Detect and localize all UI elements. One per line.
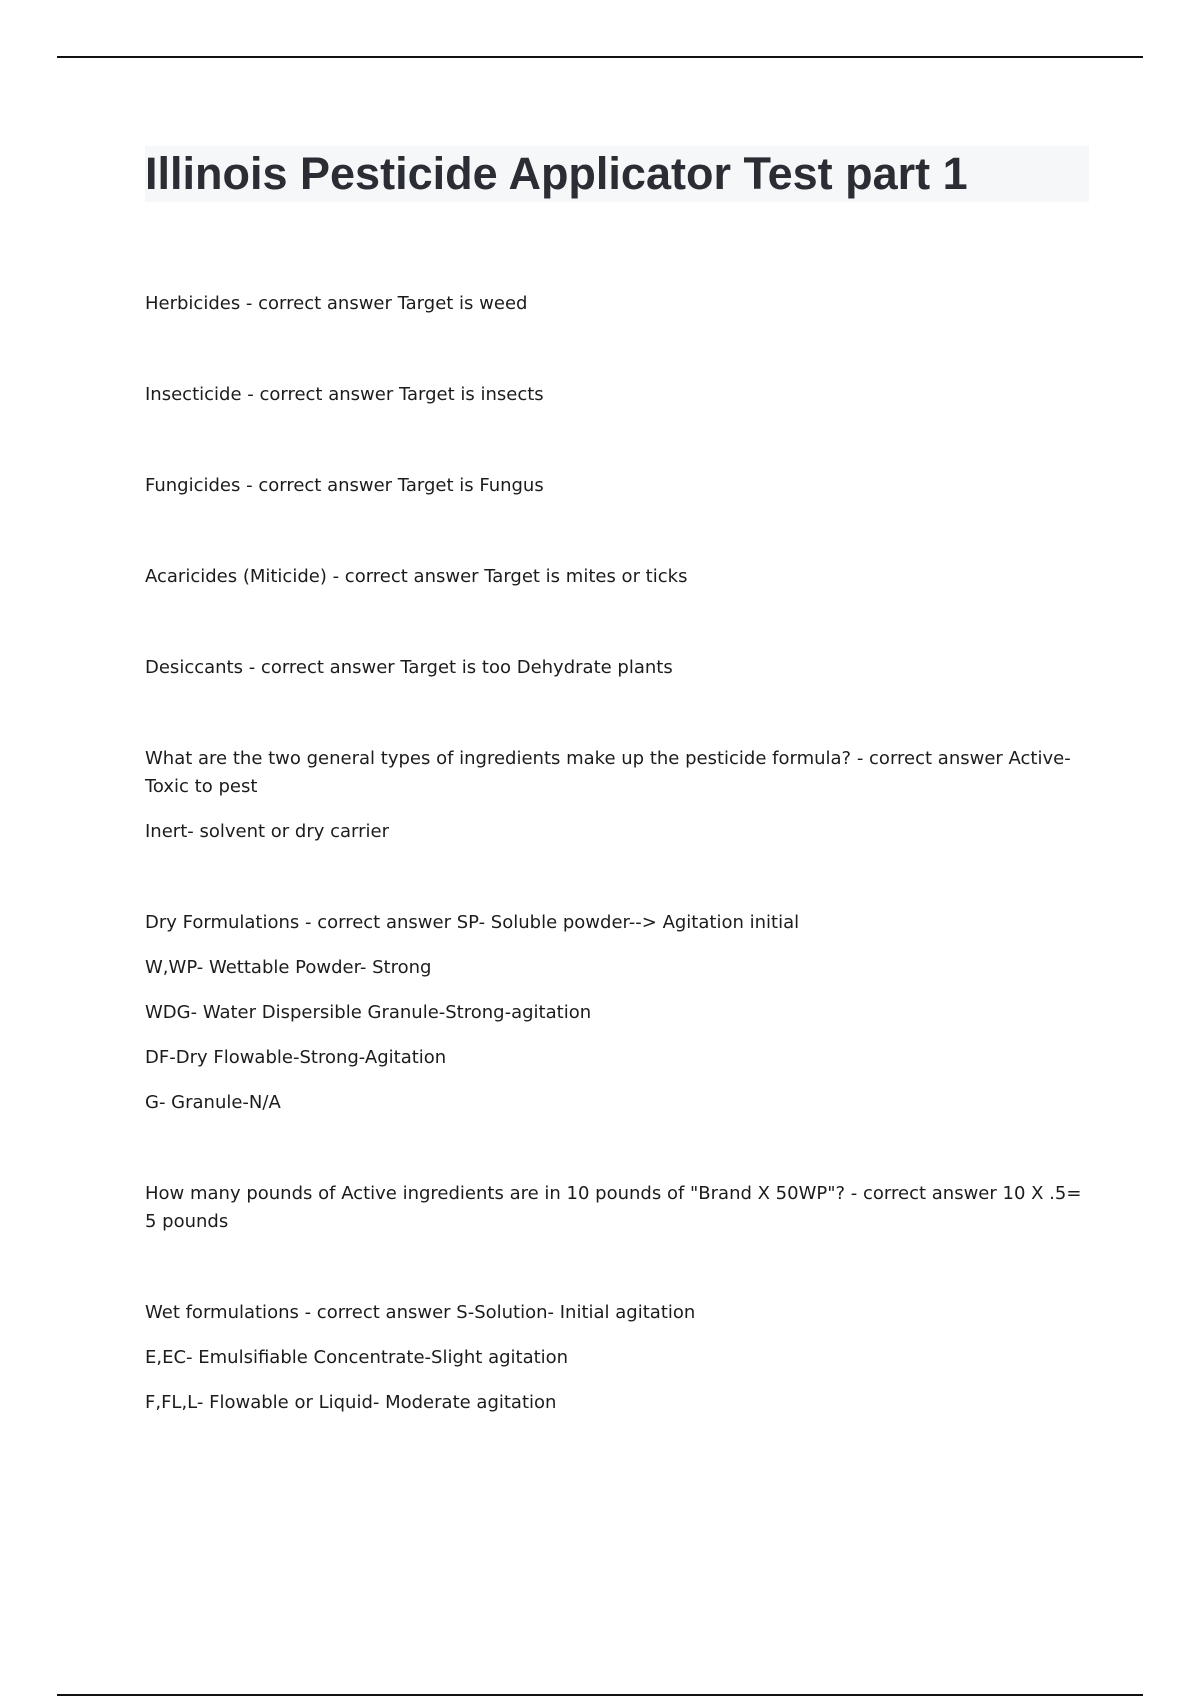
- flashcard: [145, 563, 1085, 591]
- flashcard-line: Fungicides - correct answer Target is Fungus: [145, 475, 544, 496]
- bottom-rule: [57, 1694, 1143, 1696]
- flashcard-line: WDG- Water Dispersible Granule-Strong-agitation: [145, 1002, 592, 1023]
- flashcard-line: What are the two general types of ingredients make up the pesticide formula? - correct answer Active- Toxic to pest: [145, 748, 1071, 797]
- flashcard: [145, 909, 1085, 1117]
- top-rule: [57, 56, 1143, 58]
- flashcard-line: Dry Formulations - correct answer SP- Soluble powder--> Agitation initial: [145, 912, 800, 933]
- flashcard: [145, 1180, 1085, 1236]
- flashcard-line: Desiccants - correct answer Target is too Dehydrate plants: [145, 657, 673, 678]
- flashcard-line: Wet formulations - correct answer S-Solution- Initial agitation: [145, 1302, 696, 1323]
- flashcard: [145, 290, 1085, 318]
- page-title: Illinois Pesticide Applicator Test part 1: [145, 148, 968, 199]
- flashcard-line: Herbicides - correct answer Target is weed: [145, 293, 528, 314]
- flashcard-line: Insecticide - correct answer Target is insects: [145, 384, 544, 405]
- flashcard-line: W,WP- Wettable Powder- Strong: [145, 957, 432, 978]
- flashcard-line: F,FL,L- Flowable or Liquid- Moderate agitation: [145, 1392, 557, 1413]
- flashcard-line: G- Granule-N/A: [145, 1092, 281, 1113]
- flashcard-line: DF-Dry Flowable-Strong-Agitation: [145, 1047, 447, 1068]
- flashcard: [145, 381, 1085, 409]
- flashcard-line: E,EC- Emulsifiable Concentrate-Slight agitation: [145, 1347, 569, 1368]
- flashcard: [145, 745, 1085, 846]
- flashcard-line: Acaricides (Miticide) - correct answer Target is mites or ticks: [145, 566, 688, 587]
- title-banner: [145, 146, 1089, 202]
- flashcard: [145, 1299, 1085, 1417]
- flashcard-line: How many pounds of Active ingredients are in 10 pounds of "Brand X 50WP"? - correct answer 10 X .5= 5 pounds: [145, 1183, 1082, 1232]
- flashcard: [145, 472, 1085, 500]
- flashcard-line: Inert- solvent or dry carrier: [145, 821, 389, 842]
- flashcard-list: [145, 290, 1085, 1417]
- flashcard: [145, 654, 1085, 682]
